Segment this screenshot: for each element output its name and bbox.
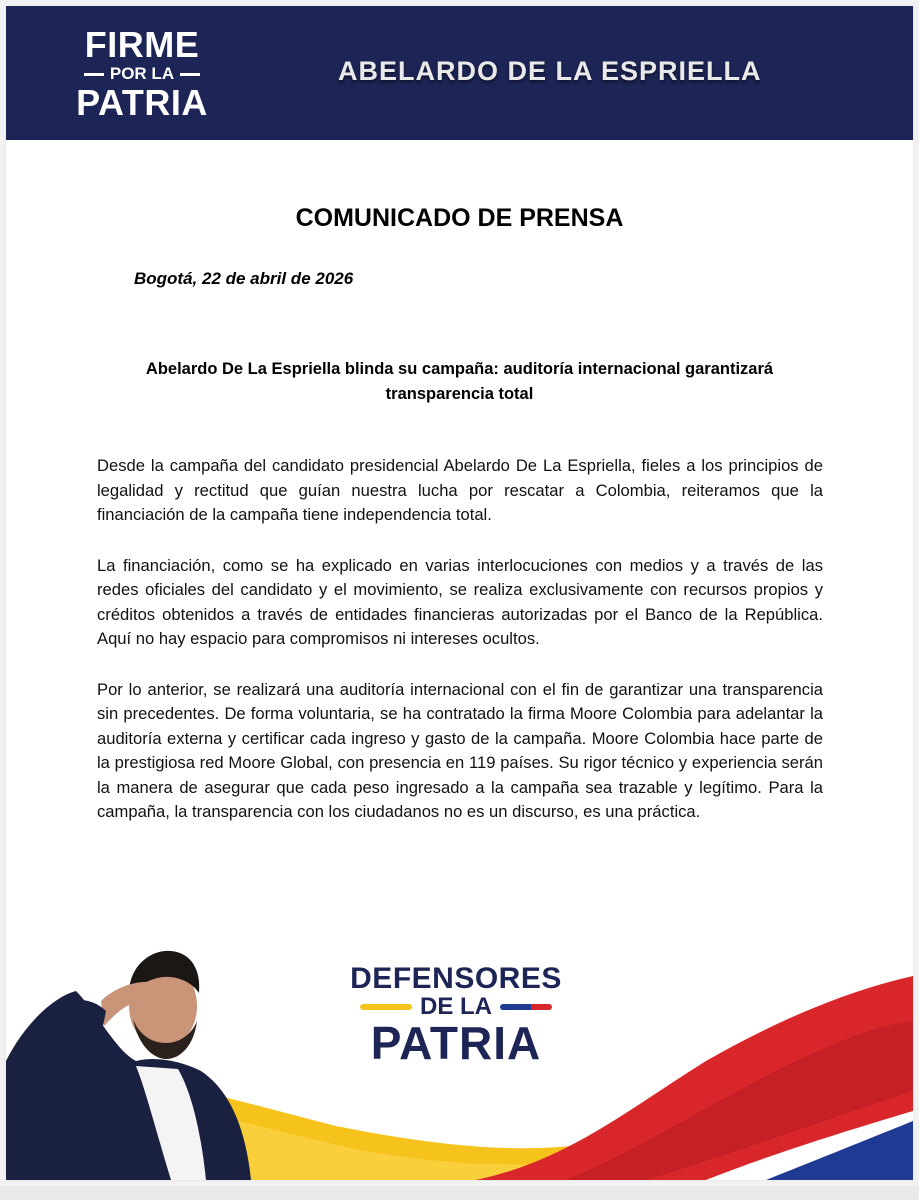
footer-artwork: [6, 941, 913, 1180]
logo-dash-left: [84, 73, 104, 76]
press-release-page: [6, 6, 913, 1180]
document-title: COMUNICADO DE PRENSA: [295, 204, 624, 232]
paragraph-3: Por lo anterior, se realizará una auditoría internacional con el fin de garantizar una transparencia sin precedentes. De forma voluntaria, se ha contratado la firma Moore Colombia para adelantar la auditoría externa y certificar cada ingreso y gasto de la campaña. Moore Colombia hace parte de la prestigiosa red Moore Global, con presencia en 119 países. Su rigor técnico y experiencia serán la manera de asegurar que cada peso ingresado a la campaña sea trazable y legítimo. Para la campaña, la transparencia con los ciudadanos no es un discurso, es una práctica.: [97, 679, 823, 821]
logo-line-2-row: [62, 64, 222, 84]
flag-bar-yellow: [360, 1004, 412, 1010]
paragraph-2: La financiación, como se ha explicado en varias interlocuciones con medios y a través de las redes oficiales del candidato y el movimiento, se realiza exclusivamente con recursos propios y créditos obtenidos a través de entidades financieras autorizadas por el Banco de la República. Aquí no hay espacio para compromisos ni intereses ocultos.: [97, 555, 823, 648]
paragraph-1: Desde la campaña del candidato presidencial Abelardo De La Espriella, fieles a los principios de legalidad y rectitud que guían nuestra lucha por rescatar a Colombia, reiteramos que la financiación de la campaña tiene independencia total.: [97, 456, 823, 524]
flag-bar-blue-red: [500, 1004, 552, 1010]
movement-line-1: DEFENSORES: [350, 962, 562, 995]
logo-line-2: POR LA: [109, 64, 175, 83]
viewer-bottom-strip: [0, 1186, 919, 1200]
dateline: Bogotá, 22 de abril de 2026: [134, 269, 354, 288]
movement-line-2: DE LA: [420, 993, 492, 1020]
header-banner: [6, 6, 913, 140]
logo-line-3: PATRIA: [76, 82, 208, 123]
logo-dash-right: [180, 73, 200, 76]
defensores-de-la-patria-logo: [346, 962, 566, 1069]
firme-por-la-patria-logo: [62, 24, 222, 123]
body-text: [97, 454, 823, 851]
saluting-candidate-portrait: [6, 951, 251, 1180]
movement-line-3: PATRIA: [370, 1017, 542, 1069]
logo-line-1: FIRME: [84, 24, 200, 65]
portrait-suit: [6, 991, 251, 1180]
candidate-name: ABELARDO DE LA ESPRIELLA: [338, 56, 762, 86]
headline: Abelardo De La Espriella blinda su campaña: auditoría internacional garantizará transparencia total: [145, 360, 774, 403]
